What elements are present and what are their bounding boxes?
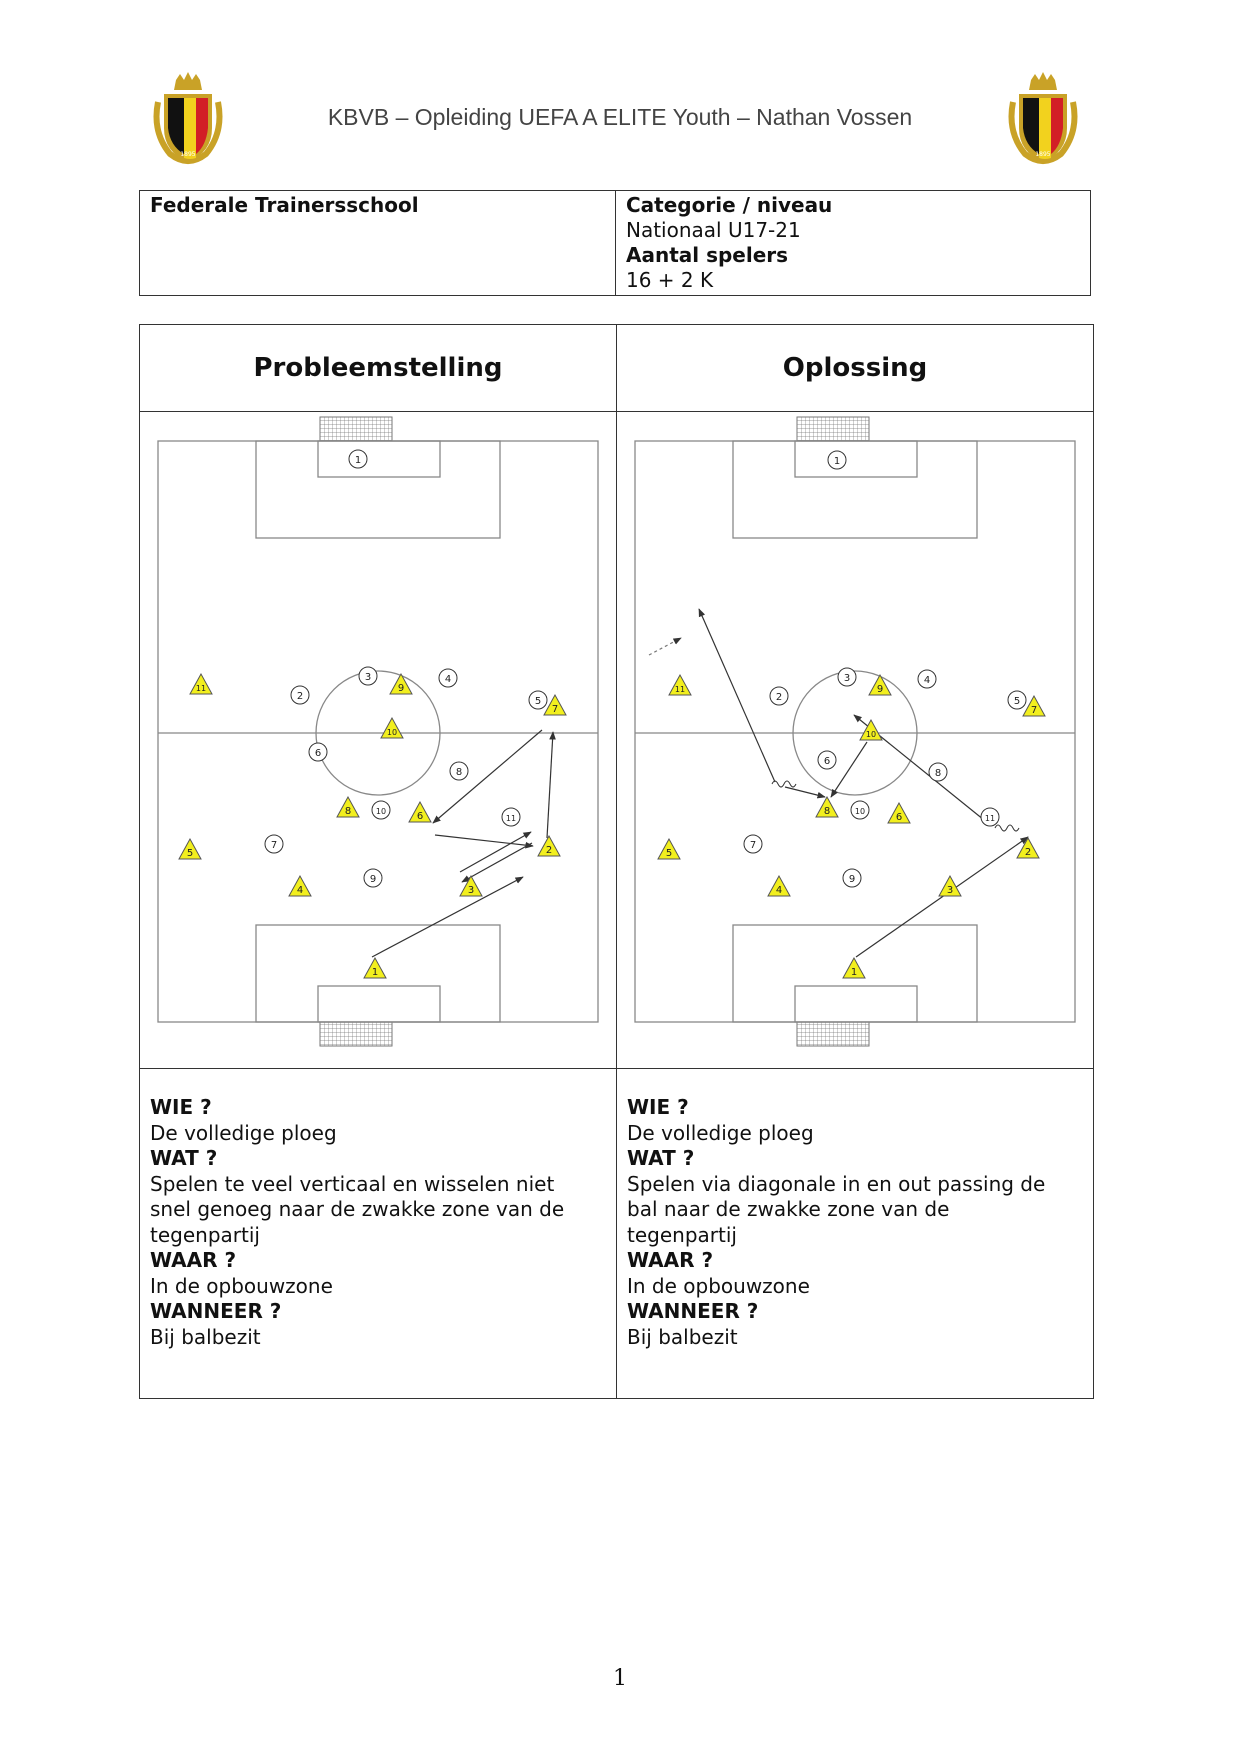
- team-number: 9: [876, 684, 884, 695]
- opponent-number: 7: [749, 840, 757, 851]
- opponent-player-5: [529, 691, 547, 709]
- opponent-number: 6: [823, 756, 831, 767]
- pitch-outline: [635, 441, 1075, 1022]
- wanneer-label: WANNEER ?: [627, 1299, 759, 1323]
- pass-arrow: [547, 732, 553, 838]
- team-player-11: [669, 675, 691, 695]
- crest-year-text: 1895: [180, 151, 196, 158]
- team-number: 3: [467, 885, 475, 896]
- team-number: 10: [386, 728, 398, 737]
- problem-pitch-diagram: [140, 412, 616, 1064]
- team-number: 1: [371, 967, 379, 978]
- wat-text-line: Spelen te veel verticaal en wisselen niet: [150, 1171, 555, 1196]
- team-number: 2: [545, 845, 553, 856]
- team-player-1: [843, 958, 865, 978]
- wat-text-line: tegenpartij: [627, 1222, 737, 1247]
- pass-arrow: [433, 730, 542, 823]
- opponent-number: 3: [364, 672, 372, 683]
- team-number: 2: [1024, 847, 1032, 858]
- team-number: 11: [195, 684, 207, 693]
- opponent-number: 3: [843, 673, 851, 684]
- team-number: 6: [416, 811, 424, 822]
- crest-year-text: 1895: [1035, 151, 1051, 158]
- opponent-player-1: [349, 450, 367, 468]
- players-label: Aantal spelers: [626, 243, 789, 267]
- opponent-player-2: [770, 687, 788, 705]
- opponent-player-7: [265, 835, 283, 853]
- opponent-player-4: [918, 670, 936, 688]
- opponent-number: 8: [934, 768, 942, 779]
- opponent-player-4: [439, 669, 457, 687]
- team-number: 7: [551, 704, 559, 715]
- opponent-number: 11: [984, 814, 996, 823]
- team-player-6: [888, 803, 910, 823]
- opponent-number: 2: [775, 692, 783, 703]
- top-goal-area: [318, 441, 440, 477]
- opponent-number: 5: [534, 696, 542, 707]
- opponent-number: 6: [314, 748, 322, 759]
- wat-text-line: tegenpartij: [150, 1222, 260, 1247]
- kbvb-crest-right-icon: [1005, 72, 1081, 170]
- top-goal-net: [797, 417, 869, 441]
- page-number: 1: [613, 1666, 627, 1691]
- waar-label: WAAR ?: [627, 1248, 714, 1272]
- opponent-number: 9: [369, 874, 377, 885]
- wie-label: WIE ?: [150, 1095, 212, 1119]
- opponent-player-10: [372, 801, 390, 819]
- session-info-table: [139, 190, 1091, 296]
- wanneer-text: Bij balbezit: [150, 1324, 261, 1349]
- team-player-5: [658, 839, 680, 859]
- wat-text-line: Spelen via diagonale in en out passing de: [627, 1171, 1046, 1196]
- team-number: 5: [186, 848, 194, 859]
- waar-label: WAAR ?: [150, 1248, 237, 1272]
- top-penalty-area: [733, 441, 977, 538]
- opponent-number: 5: [1013, 696, 1021, 707]
- bottom-goal-area: [795, 986, 917, 1022]
- solution-pitch-diagram: [617, 412, 1093, 1064]
- opponent-player-8: [929, 763, 947, 781]
- team-player-11: [190, 674, 212, 694]
- opponent-number: 11: [505, 814, 517, 823]
- solution-heading: Oplossing: [617, 325, 1094, 412]
- opponent-number: 10: [375, 807, 387, 816]
- opponent-number: 8: [455, 767, 463, 778]
- team-player-4: [768, 876, 790, 896]
- players-value: 16 + 2 K: [626, 268, 714, 292]
- top-goal-area: [795, 441, 917, 477]
- pass-arrow: [785, 787, 825, 797]
- problem-diagram-cell: [140, 412, 617, 1069]
- document-header-title: KBVB – Opleiding UEFA A ELITE Youth – Nathan Vossen: [327, 104, 913, 130]
- pass-arrow: [435, 835, 533, 846]
- team-number: 9: [397, 683, 405, 694]
- opponent-player-7: [744, 835, 762, 853]
- opponent-number: 1: [833, 456, 841, 467]
- opponent-player-9: [364, 869, 382, 887]
- bottom-goal-area: [318, 986, 440, 1022]
- opponent-number: 10: [854, 807, 866, 816]
- team-player-2: [1017, 838, 1039, 858]
- school-cell: [140, 191, 616, 296]
- school-name: Federale Trainersschool: [150, 193, 419, 217]
- opponent-number: 7: [270, 840, 278, 851]
- opponent-player-1: [828, 451, 846, 469]
- wie-text: De volledige ploeg: [150, 1120, 337, 1145]
- category-cell: [616, 191, 1091, 296]
- opponent-number: 2: [296, 691, 304, 702]
- waar-text: In de opbouwzone: [627, 1273, 810, 1298]
- opponent-player-8: [450, 762, 468, 780]
- solution-description: [617, 1069, 1094, 1399]
- wat-label: WAT ?: [627, 1146, 695, 1170]
- team-number: 6: [895, 812, 903, 823]
- run-arrow: [649, 638, 681, 655]
- opponent-player-10: [851, 801, 869, 819]
- team-number: 5: [665, 848, 673, 859]
- category-value: Nationaal U17-21: [626, 218, 801, 242]
- opponent-player-3: [838, 668, 856, 686]
- team-player-4: [289, 876, 311, 896]
- pass-arrow: [699, 609, 775, 782]
- team-player-1: [364, 958, 386, 978]
- opponent-player-9: [843, 869, 861, 887]
- wanneer-label: WANNEER ?: [150, 1299, 282, 1323]
- waar-text: In de opbouwzone: [150, 1273, 333, 1298]
- top-goal-net: [320, 417, 392, 441]
- exercise-table: [139, 324, 1094, 1399]
- wie-text: De volledige ploeg: [627, 1120, 814, 1145]
- team-number: 8: [344, 806, 352, 817]
- team-player-7: [544, 695, 566, 715]
- pitch-outline: [158, 441, 598, 1022]
- team-number: 3: [946, 885, 954, 896]
- bottom-goal-net: [320, 1022, 392, 1046]
- opponent-player-6: [818, 751, 836, 769]
- team-player-3: [460, 876, 482, 896]
- opponent-number: 9: [848, 874, 856, 885]
- opponent-player-2: [291, 686, 309, 704]
- problem-heading: Probleemstelling: [140, 325, 617, 412]
- category-label: Categorie / niveau: [626, 193, 833, 217]
- pass-arrow: [856, 837, 1028, 957]
- team-number: 1: [850, 967, 858, 978]
- wat-text-line: bal naar de zwakke zone van de: [627, 1197, 950, 1221]
- team-player-5: [179, 839, 201, 859]
- solution-diagram-cell: [617, 412, 1094, 1069]
- team-player-9: [869, 675, 891, 695]
- team-number: 8: [823, 806, 831, 817]
- team-number: 7: [1030, 705, 1038, 716]
- team-player-8: [337, 797, 359, 817]
- opponent-number: 4: [923, 675, 931, 686]
- wanneer-text: Bij balbezit: [627, 1324, 738, 1349]
- pass-arrow: [831, 742, 867, 797]
- opponent-number: 1: [354, 455, 362, 466]
- opponent-number: 4: [444, 674, 452, 685]
- team-number: 10: [865, 730, 877, 739]
- opponent-player-6: [309, 743, 327, 761]
- team-number: 4: [296, 885, 304, 896]
- opponent-player-3: [359, 667, 377, 685]
- wat-label: WAT ?: [150, 1146, 218, 1170]
- team-player-9: [390, 674, 412, 694]
- team-number: 11: [674, 685, 686, 694]
- opponent-player-11: [502, 808, 520, 826]
- bottom-goal-net: [797, 1022, 869, 1046]
- team-player-8: [816, 797, 838, 817]
- pass-arrow: [462, 843, 532, 882]
- pass-arrow: [460, 832, 531, 872]
- team-player-2: [538, 836, 560, 856]
- top-penalty-area: [256, 441, 500, 538]
- wat-text-line: snel genoeg naar de zwakke zone van de: [150, 1197, 565, 1221]
- dribble-line: [995, 825, 1019, 831]
- opponent-player-11: [981, 808, 999, 826]
- team-player-10: [381, 718, 403, 738]
- team-number: 4: [775, 885, 783, 896]
- problem-description: [140, 1069, 617, 1399]
- kbvb-crest-left-icon: [150, 72, 226, 170]
- wie-label: WIE ?: [627, 1095, 689, 1119]
- dribble-line: [772, 781, 796, 787]
- team-player-6: [409, 802, 431, 822]
- opponent-player-5: [1008, 691, 1026, 709]
